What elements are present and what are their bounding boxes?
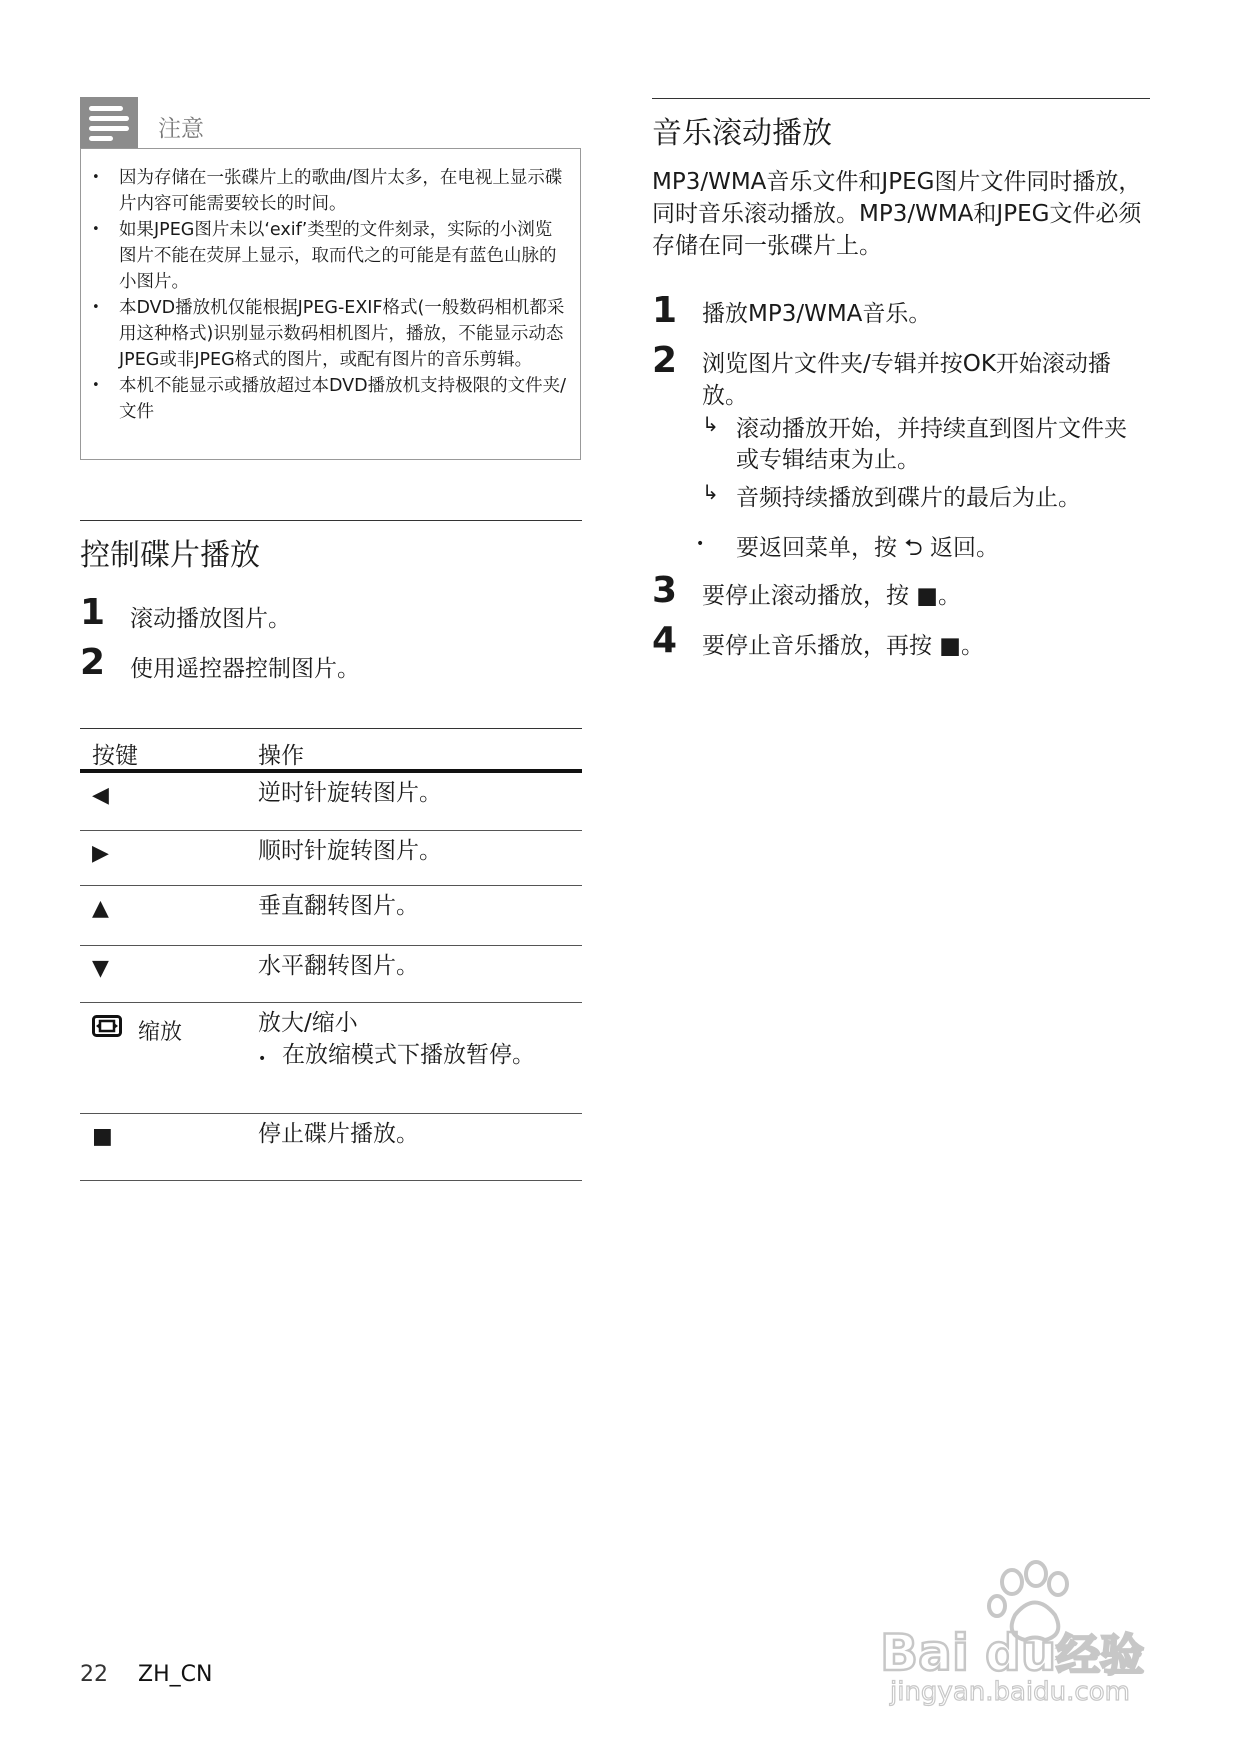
table-row: [80, 946, 582, 1003]
result-arrow-icon: ↳: [702, 480, 719, 504]
section-title: 控制碟片播放: [80, 538, 260, 573]
baidu-watermark-logo: [880, 1560, 1180, 1710]
step-text: 浏览图片文件夹/专辑并按OK开始滚动播放。: [702, 351, 1111, 409]
result-text: 滚动播放开始，并持续直到图片文件夹或专辑结束为止。: [736, 416, 1127, 473]
section-title: 音乐滚动播放: [652, 116, 832, 151]
note-item: • 本机不能显示或播放超过本DVD播放机支持极限的文件夹/文件: [119, 373, 566, 425]
table-row: [80, 1003, 582, 1114]
note-icon: [80, 97, 138, 149]
zoom-label: 缩放: [138, 1020, 183, 1045]
svg-text:du: du: [985, 1624, 1057, 1682]
right-arrow-icon: ▶: [92, 841, 109, 866]
section-intro: MP3/WMA音乐文件和JPEG图片文件同时播放，同时音乐滚动播放。MP3/WMA和JPEG文件必须存储在同一张碟片上。: [652, 169, 1142, 259]
result-arrow-icon: ↳: [702, 412, 719, 436]
step-number: 4: [652, 620, 678, 661]
table-header-key: 按键: [92, 743, 138, 769]
step-text: 播放MP3/WMA音乐。: [702, 301, 932, 327]
svg-text:经验: 经验: [1056, 1630, 1144, 1681]
step-number: 1: [652, 290, 678, 331]
step-number: 2: [80, 642, 106, 683]
stop-icon: ■: [92, 1124, 113, 1149]
zoom-icon: [92, 1015, 122, 1041]
table-cell-action: 停止碟片播放。: [258, 1121, 419, 1147]
table-row: [80, 1114, 582, 1181]
step-text: 使用遥控器控制图片。: [130, 656, 360, 682]
bullet-text: 要返回菜单，按 ⮌ 返回。: [736, 535, 1000, 561]
note-label: 注意: [158, 116, 204, 142]
step-text: 要停止音乐播放，再按 ■。: [702, 633, 985, 659]
svg-text:jingyan.baidu.com: jingyan.baidu.com: [890, 1677, 1130, 1707]
language-code: ZH_CN: [138, 1662, 213, 1687]
table-row: [80, 886, 582, 946]
step-number: 2: [652, 340, 678, 381]
svg-text:Bai: Bai: [880, 1624, 969, 1682]
table-header: [80, 728, 582, 773]
step-text: 要停止滚动播放，按 ■。: [702, 583, 962, 609]
table-cell-action: 垂直翻转图片。: [258, 893, 419, 919]
table-header-action: 操作: [258, 743, 304, 769]
bullet-icon: •: [258, 1051, 267, 1067]
up-arrow-icon: ▲: [92, 896, 109, 921]
down-arrow-icon: ▼: [92, 956, 109, 981]
note-item: • 如果JPEG图片未以‘exif’类型的文件刻录，实际的小浏览图片不能在荧屏上显示，取而代之的可能是有蓝色山脉的小图片。: [119, 217, 566, 295]
note-item: • 因为存储在一张碟片上的歌曲/图片太多，在电视上显示碟片内容可能需要较长的时间。: [119, 165, 566, 217]
table-cell-action: 逆时针旋转图片。: [258, 780, 442, 806]
step-number: 1: [80, 592, 106, 633]
section-divider: [80, 520, 582, 521]
table-row: [80, 831, 582, 886]
table-row: [80, 773, 582, 831]
key-table: [80, 728, 582, 1181]
table-cell-action: 放大/缩小: [258, 1010, 358, 1036]
table-cell-action: 水平翻转图片。: [258, 953, 419, 979]
page-number: 22: [80, 1662, 108, 1687]
note-item: • 本DVD播放机仅能根据JPEG-EXIF格式(一般数码相机都采用这种格式)识别显示数码相机图片，播放，不能显示动态JPEG或非JPEG格式的图片，或配有图片的音乐剪辑。: [119, 295, 566, 373]
note-box: [80, 148, 581, 460]
note-list: [81, 149, 580, 425]
bullet-icon: •: [696, 536, 705, 552]
table-cell-action: 顺时针旋转图片。: [258, 838, 442, 864]
step-text: 滚动播放图片。: [130, 606, 291, 632]
left-arrow-icon: ◀: [92, 783, 109, 808]
result-text: 音频持续播放到碟片的最后为止。: [736, 485, 1081, 511]
step-number: 3: [652, 570, 678, 611]
table-cell-bullet: 在放缩模式下播放暂停。: [282, 1042, 535, 1068]
section-divider: [652, 98, 1150, 99]
